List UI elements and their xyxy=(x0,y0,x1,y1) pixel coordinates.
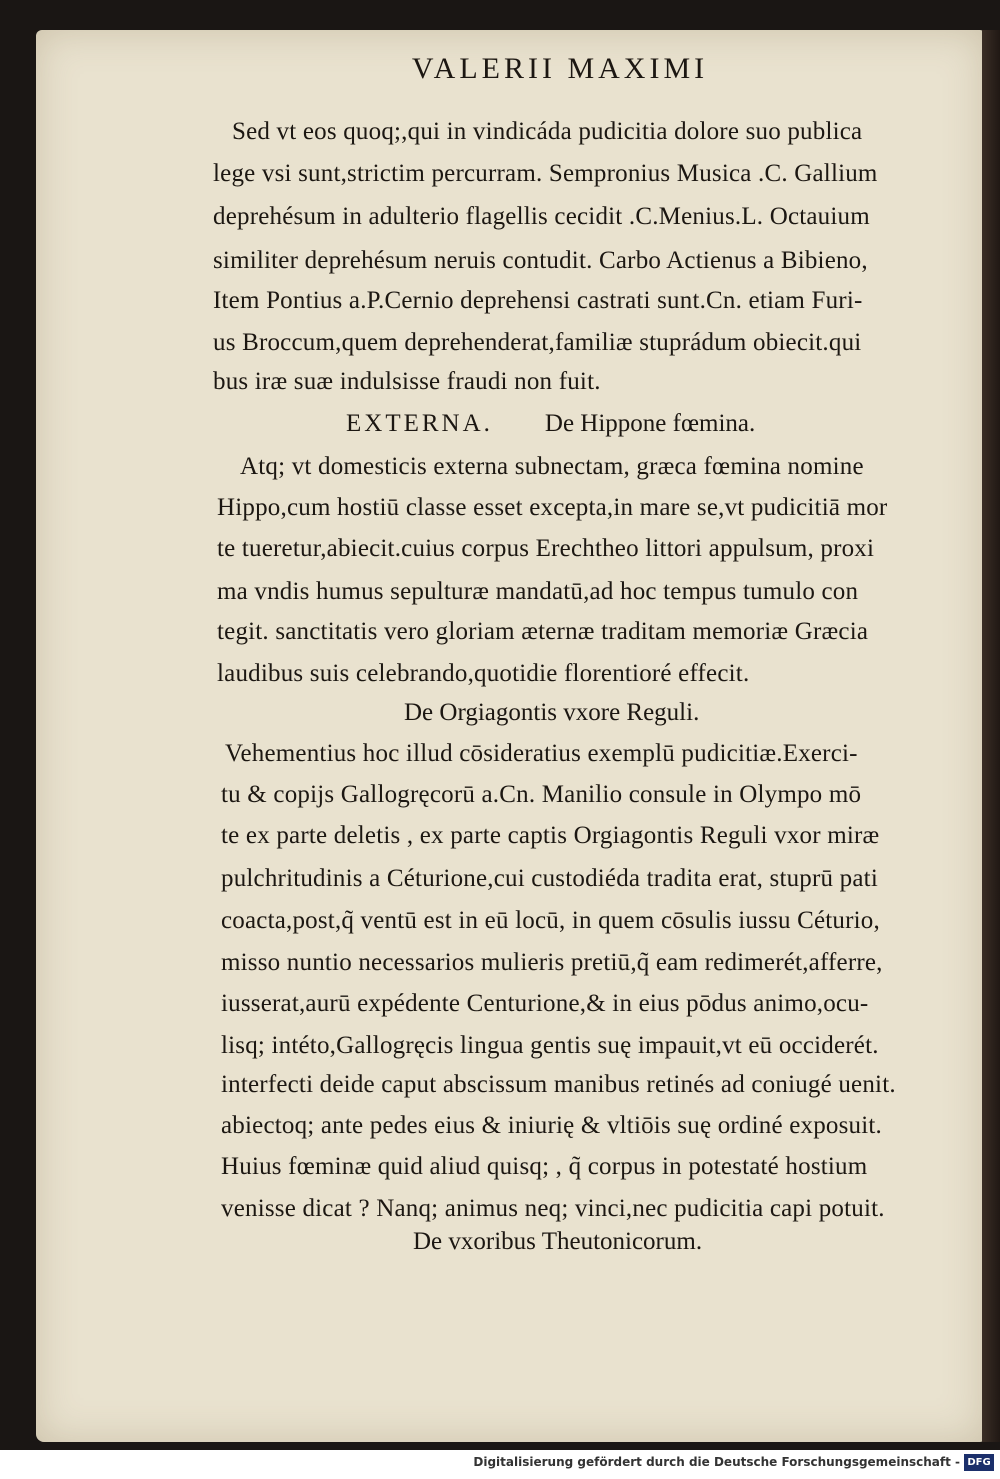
text-line: lisq; intéto,Gallogręcis lingua gentis suę impauit,vt eū occiderét. xyxy=(221,1032,879,1059)
heading-subtitle: De Hippone fœmina. xyxy=(544,410,756,437)
text-line: abiectoq; ante pedes eius & iniurię & vltiōis suę ordiné exposuit. xyxy=(221,1112,882,1139)
text-line: te tueretur,abiecit.cuius corpus Erechtheo littori appulsum, proxi xyxy=(217,535,875,562)
text-line: us Broccum,quem deprehenderat,familiæ stuprádum obiecit.qui xyxy=(213,329,862,356)
book-binding-edge xyxy=(982,30,1000,1442)
dfg-logo: DFG xyxy=(964,1454,994,1471)
text-line: bus iræ suæ indulsisse fraudi non fuit. xyxy=(213,368,601,395)
text-line: Vehementius hoc illud cōsideratius exemplū pudicitiæ.Exerci- xyxy=(225,740,858,767)
section-heading: De vxoribus Theutonicorum. xyxy=(413,1228,703,1255)
text-line: venisse dicat ? Nanq; animus neq; vinci,nec pudicitia capi potuit. xyxy=(221,1195,885,1222)
text-line: pulchritudinis a Céturione,cui custodiéda tradita erat, stuprū pati xyxy=(221,865,878,892)
text-line: tu & copijs Gallogręcorū a.Cn. Manilio consule in Olympo mō xyxy=(221,781,862,808)
text-line: lege vsi sunt,strictim percurram. Sempronius Musica .C. Gallium xyxy=(213,160,878,187)
running-head: VALERII MAXIMI xyxy=(411,52,709,85)
text-line: laudibus suis celebrando,quotidie florentioré effecit. xyxy=(217,660,750,687)
text-line: iusserat,aurū expédente Centurione,& in eius pōdus animo,ocu- xyxy=(221,990,869,1017)
text-line: Atq; vt domesticis externa subnectam, græca fœmina nomine xyxy=(240,453,864,480)
text-line: misso nuntio necessarios mulieris pretiū,q̃ eam redimerét,afferre, xyxy=(221,949,883,976)
text-line: coacta,post,q̃ ventū est in eū locū, in quem cōsulis iussu Céturio, xyxy=(221,907,880,934)
text-line: interfecti deide caput abscissum manibus retinés ad coniugé uenit. xyxy=(221,1071,896,1098)
text-line: Sed vt eos quoq;,qui in vindicáda pudicitia dolore suo publica xyxy=(232,118,863,145)
text-line: tegit. sanctitatis vero gloriam æternæ traditam memoriæ Græcia xyxy=(217,618,869,645)
text-line: deprehésum in adulterio flagellis cecidit .C.Menius.L. Octauium xyxy=(213,203,870,230)
text-line: Item Pontius a.P.Cernio deprehensi castrati sunt.Cn. etiam Furi- xyxy=(213,287,863,314)
digitization-footer xyxy=(0,1450,1000,1479)
text-line: ma vndis humus sepulturæ mandatū,ad hoc tempus tumulo con xyxy=(217,578,859,605)
text-line: Huius fœminæ quid aliud quisq; , q̃ corpus in potestaté hostium xyxy=(221,1153,868,1180)
section-heading: De Orgiagontis vxore Reguli. xyxy=(404,699,700,726)
text-line: te ex parte deletis , ex parte captis Orgiagontis Reguli vxor miræ xyxy=(221,822,880,849)
text-line: Hippo,cum hostiū classe esset excepta,in mare se,vt pudicitiā mor xyxy=(217,494,888,521)
text-line: similiter deprehésum neruis contudit. Carbo Actienus a Bibieno, xyxy=(213,247,868,274)
heading-label: EXTERNA. xyxy=(346,410,493,437)
footer-credit-text: Digitalisierung gefördert durch die Deutsche Forschungsgemeinschaft - xyxy=(473,1455,960,1469)
section-heading-externa xyxy=(346,410,755,438)
